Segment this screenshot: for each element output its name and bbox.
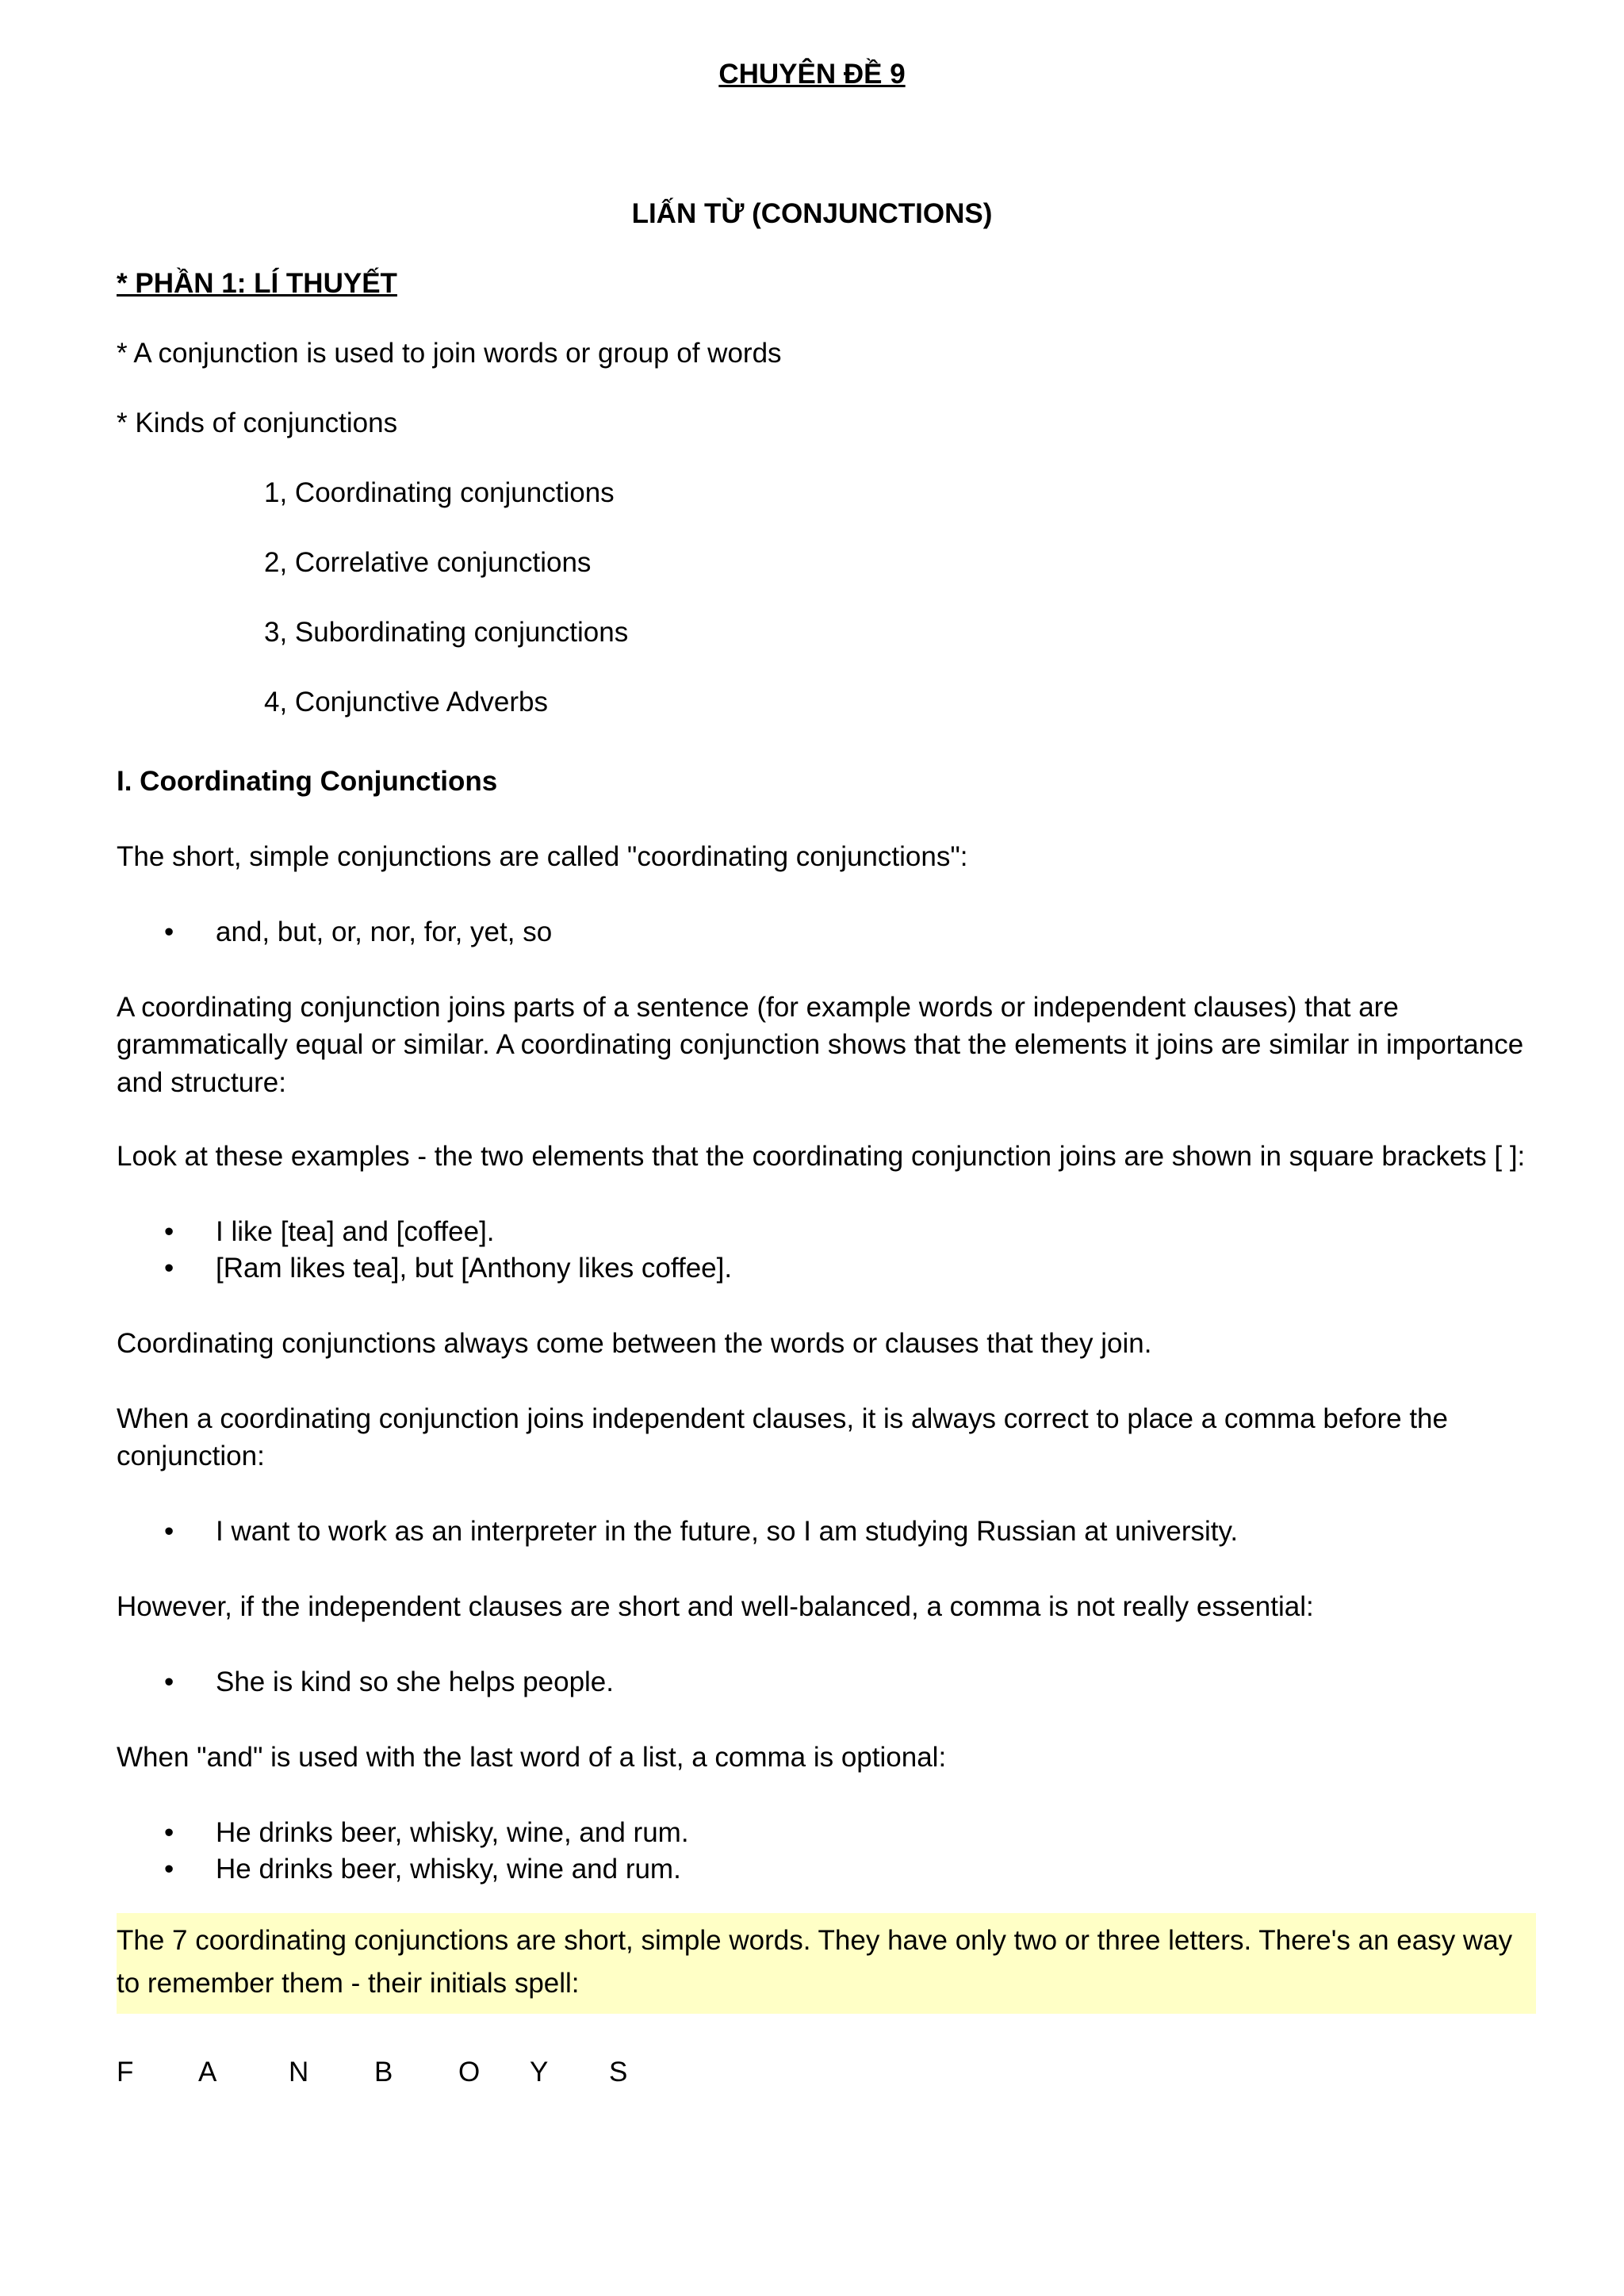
document-subtitle: LIẤN TỪ (CONJUNCTIONS) [631, 198, 993, 229]
list-item: I want to work as an interpreter in the future, so I am studying Russian at university. [216, 1516, 1239, 1547]
section-heading: I. Coordinating Conjunctions [117, 766, 498, 797]
fanboys-letter: N [289, 2057, 309, 2087]
kinds-item: 4, Conjunctive Adverbs [264, 687, 548, 718]
bullet-icon: • [164, 1667, 174, 1697]
fanboys-letters [0, 2053, 1624, 2093]
paragraph: The short, simple conjunctions are called "coordinating conjunctions": [117, 841, 968, 872]
part1-heading: * PHẦN 1: LÍ THUYẾT [117, 268, 397, 299]
list-item: He drinks beer, whisky, wine, and rum. [216, 1817, 689, 1848]
kinds-item: 1, Coordinating conjunctions [264, 477, 615, 508]
kinds-item: 3, Subordinating conjunctions [264, 617, 629, 648]
fanboys-letter: F [117, 2057, 134, 2087]
list-item: He drinks beer, whisky, wine and rum. [216, 1854, 681, 1885]
bullet-icon: • [164, 1516, 174, 1547]
paragraph: Look at these examples - the two elements that the coordinating conjunction joins are shown in square brackets [ ]: [117, 1141, 1526, 1172]
intro-definition: * A conjunction is used to join words or group of words [117, 338, 782, 369]
paragraph: When "and" is used with the last word of a list, a comma is optional: [117, 1742, 947, 1773]
fanboys-letter: O [458, 2057, 481, 2087]
bullet-icon: • [164, 1253, 174, 1284]
highlighted-paragraph: The 7 coordinating conjunctions are short, simple words. They have only two or three letters. There's an easy way to remember them - their initials spell: [117, 1913, 1536, 2014]
bullet-icon: • [164, 916, 174, 947]
list-item: and, but, or, nor, for, yet, so [216, 916, 553, 947]
list-item: I like [tea] and [coffee]. [216, 1216, 495, 1247]
paragraph: A coordinating conjunction joins parts of a sentence (for example words or independent clauses) that are grammatically equal or similar. A coordinating conjunction shows that the elements it joins are similar in importance and structure: [117, 992, 1524, 1098]
paragraph: Coordinating conjunctions always come between the words or clauses that they join. [117, 1328, 1152, 1359]
list-item: [Ram likes tea], but [Anthony likes coffee]. [216, 1253, 733, 1284]
kinds-heading: * Kinds of conjunctions [117, 408, 398, 438]
bullet-icon: • [164, 1216, 174, 1247]
fanboys-letter: B [374, 2057, 393, 2087]
document-title: CHUYÊN ĐỀ 9 [718, 59, 906, 90]
fanboys-letter: S [609, 2057, 628, 2087]
paragraph: However, if the independent clauses are short and well-balanced, a comma is not really essential: [117, 1591, 1314, 1622]
fanboys-letter: A [198, 2057, 217, 2087]
fanboys-letter: Y [530, 2057, 549, 2087]
paragraph: When a coordinating conjunction joins independent clauses, it is always correct to place a comma before the conjunction: [117, 1403, 1448, 1472]
bullet-icon: • [164, 1854, 174, 1885]
list-item: She is kind so she helps people. [216, 1667, 614, 1697]
kinds-item: 2, Correlative conjunctions [264, 547, 592, 578]
bullet-icon: • [164, 1817, 174, 1848]
